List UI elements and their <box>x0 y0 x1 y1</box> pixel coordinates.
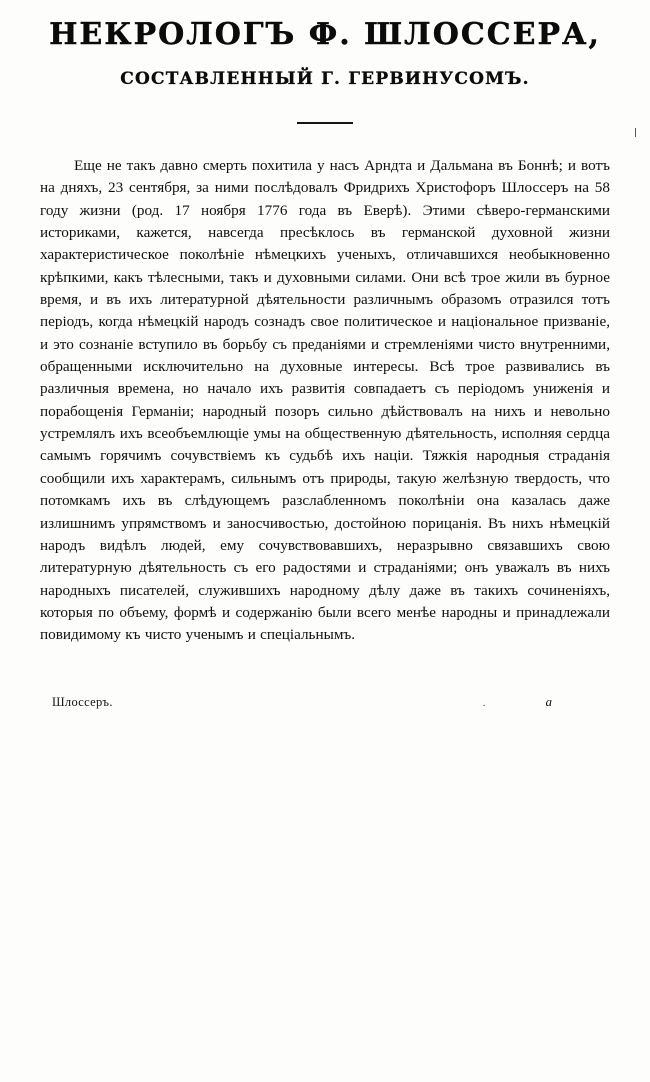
page-edge-tick <box>635 128 636 137</box>
horizontal-rule-icon <box>297 122 353 124</box>
page-title: НЕКРОЛОГЪ Ф. ШЛОССЕРА, <box>49 17 601 52</box>
footer-signature: Шлоссеръ. <box>52 695 113 709</box>
footer-sheet-mark: а <box>545 694 552 709</box>
page-footer <box>40 694 610 710</box>
title-divider <box>40 89 610 129</box>
page-subtitle: СОСТАВЛЕННЫЙ Г. ГЕРВИНУСОМЪ. <box>120 69 530 89</box>
body-paragraph: Еще не такъ давно смерть похитила у насъ Арндта и Дальмана въ Боннѣ; и вотъ на дняхъ, 23 сентября, за ними послѣдовалъ Фридрихъ Христофоръ Шлоссеръ на 58 году жизни (род. 17 ноября 1776 года въ Еверѣ). Этими сѣверо-германскими историками, кажется, навсегда пресѣклось въ германской духовной жизни характеристическое поколѣніе нѣмецкихъ ученыхъ, отличавшихся необыкновенно крѣпкими, какъ тѣлесными, такъ и духовными силами. Они всѣ трое жили въ бурное время, и въ ихъ литературной дѣятельности различнымъ образомъ отразился тотъ періодъ, когда нѣмецкій народъ сознадъ свое политическое и національное призваніе, и это сознаніе вступило въ борьбу съ преданіями и стремленіями чисто внутренними, обращенными исключительно на духовные интересы. Всѣ трое развивались въ различныя времена, но начало ихъ развитія совпадаетъ съ періодомъ униженія и порабощенія Германіи; народный позоръ сильно дѣйствовалъ на нихъ и невольно устремлялъ ихъ всеобъемлющіе умы на общественную дѣятельность, исполняя сердца самымъ горячимъ сочувствіемъ къ судьбѣ ихъ націи. Тяжкія народныя страданія сообщили ихъ характерамъ, сильнымъ отъ природы, такую желѣзную твердость, что потомкамъ ихъ въ слѣдующемъ разслабленномъ поколѣніи она казалась даже излишнимъ упрямствомъ и заносчивостью, достойною порицанія. Въ нихъ нѣмецкій народъ видѣлъ людей, ему сочувствовавшихъ, неразрывно связавшихъ свою литературную дѣятельность съ его радостями и страданіями; онъ уважалъ въ нихъ народныхъ писателей, служившихъ народному дѣлу даже въ такихъ сочиненіяхъ, которыя по объему, формѣ и содержанію были всего менѣе народны и принадлежали повидимому къ чисто ученымъ и спеціальнымъ. <box>40 157 610 644</box>
footer-middle-mark: . <box>482 697 486 709</box>
